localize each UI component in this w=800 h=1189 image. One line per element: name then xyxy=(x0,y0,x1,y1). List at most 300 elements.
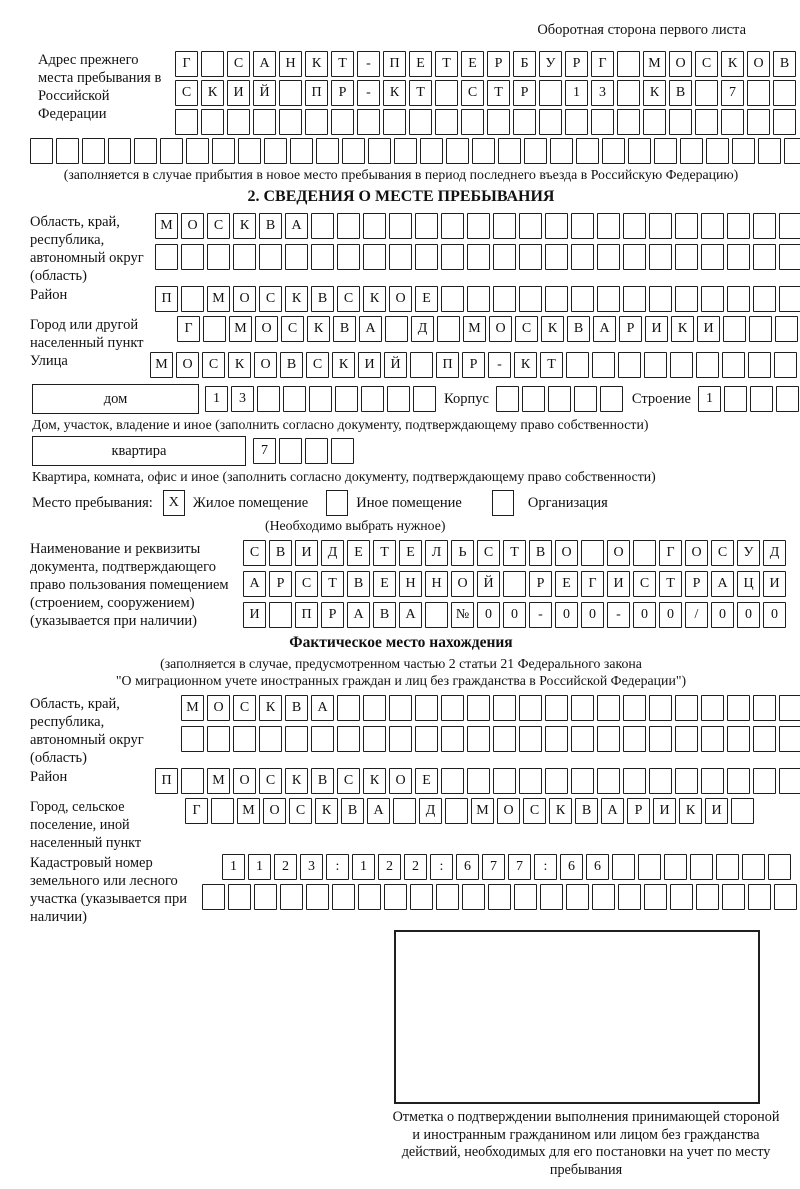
char-cell[interactable]: Й xyxy=(253,80,276,106)
char-cell[interactable] xyxy=(467,286,490,312)
char-cell[interactable] xyxy=(462,884,485,910)
char-cell[interactable] xyxy=(363,695,386,721)
char-cell[interactable]: Й xyxy=(477,571,500,597)
char-cell[interactable] xyxy=(618,352,641,378)
char-cell[interactable]: Р xyxy=(331,80,354,106)
char-cell[interactable] xyxy=(413,386,436,412)
char-cell[interactable]: А xyxy=(253,51,276,77)
char-cell[interactable]: С xyxy=(281,316,304,342)
char-cell[interactable] xyxy=(212,138,235,164)
char-cell[interactable]: К xyxy=(285,768,308,794)
char-cell[interactable] xyxy=(227,109,250,135)
char-cell[interactable] xyxy=(513,109,536,135)
char-cell[interactable] xyxy=(134,138,157,164)
char-cell[interactable]: Е xyxy=(409,51,432,77)
char-cell[interactable] xyxy=(337,726,360,752)
char-cell[interactable]: И xyxy=(295,540,318,566)
char-cell[interactable] xyxy=(385,316,408,342)
char-cell[interactable]: Е xyxy=(373,571,396,597)
char-cell[interactable] xyxy=(207,244,230,270)
char-cell[interactable]: О xyxy=(489,316,512,342)
char-cell[interactable] xyxy=(306,884,329,910)
char-cell[interactable]: 0 xyxy=(711,602,734,628)
char-cell[interactable] xyxy=(784,138,800,164)
char-cell[interactable] xyxy=(445,798,468,824)
char-cell[interactable] xyxy=(571,695,594,721)
char-cell[interactable]: М xyxy=(471,798,494,824)
char-cell[interactable]: Ц xyxy=(737,571,760,597)
char-cell[interactable]: П xyxy=(155,286,178,312)
char-cell[interactable]: Г xyxy=(185,798,208,824)
char-cell[interactable] xyxy=(519,768,542,794)
char-cell[interactable]: 0 xyxy=(763,602,786,628)
char-cell[interactable]: С xyxy=(233,695,256,721)
char-cell[interactable]: 2 xyxy=(274,854,297,880)
char-cell[interactable] xyxy=(675,695,698,721)
char-cell[interactable]: 1 xyxy=(698,386,721,412)
char-cell[interactable]: Д xyxy=(763,540,786,566)
char-cell[interactable]: А xyxy=(359,316,382,342)
char-cell[interactable]: В xyxy=(567,316,590,342)
ulitsa-cells[interactable] xyxy=(150,352,797,378)
char-cell[interactable] xyxy=(623,695,646,721)
char-cell[interactable] xyxy=(597,286,620,312)
char-cell[interactable] xyxy=(361,386,384,412)
char-cell[interactable]: Н xyxy=(279,51,302,77)
char-cell[interactable] xyxy=(409,109,432,135)
prev-address-row-2[interactable] xyxy=(175,80,796,106)
char-cell[interactable] xyxy=(701,726,724,752)
char-cell[interactable]: - xyxy=(529,602,552,628)
char-cell[interactable]: Р xyxy=(269,571,292,597)
char-cell[interactable] xyxy=(592,352,615,378)
kvartira-cells[interactable] xyxy=(253,438,354,464)
char-cell[interactable] xyxy=(410,352,433,378)
char-cell[interactable] xyxy=(522,386,545,412)
char-cell[interactable] xyxy=(732,138,755,164)
char-cell[interactable] xyxy=(238,138,261,164)
char-cell[interactable]: С xyxy=(695,51,718,77)
char-cell[interactable] xyxy=(545,768,568,794)
char-cell[interactable]: А xyxy=(285,213,308,239)
char-cell[interactable] xyxy=(727,768,750,794)
char-cell[interactable] xyxy=(269,602,292,628)
char-cell[interactable] xyxy=(309,386,332,412)
char-cell[interactable]: Р xyxy=(685,571,708,597)
char-cell[interactable] xyxy=(290,138,313,164)
char-cell[interactable]: К xyxy=(549,798,572,824)
char-cell[interactable]: - xyxy=(357,51,380,77)
char-cell[interactable] xyxy=(264,138,287,164)
char-cell[interactable] xyxy=(581,540,604,566)
char-cell[interactable]: 3 xyxy=(300,854,323,880)
char-cell[interactable] xyxy=(437,316,460,342)
char-cell[interactable] xyxy=(597,726,620,752)
char-cell[interactable]: О xyxy=(607,540,630,566)
char-cell[interactable]: 0 xyxy=(659,602,682,628)
char-cell[interactable] xyxy=(514,884,537,910)
char-cell[interactable] xyxy=(425,602,448,628)
char-cell[interactable]: 6 xyxy=(560,854,583,880)
char-cell[interactable]: С xyxy=(175,80,198,106)
char-cell[interactable]: В xyxy=(285,695,308,721)
char-cell[interactable]: В xyxy=(280,352,303,378)
char-cell[interactable] xyxy=(571,286,594,312)
char-cell[interactable] xyxy=(207,726,230,752)
char-cell[interactable] xyxy=(259,244,282,270)
char-cell[interactable] xyxy=(358,884,381,910)
char-cell[interactable] xyxy=(233,726,256,752)
char-cell[interactable] xyxy=(550,138,573,164)
char-cell[interactable] xyxy=(441,244,464,270)
char-cell[interactable] xyxy=(773,80,796,106)
char-cell[interactable]: О xyxy=(181,213,204,239)
char-cell[interactable]: П xyxy=(295,602,318,628)
char-cell[interactable] xyxy=(565,109,588,135)
char-cell[interactable]: О xyxy=(747,51,770,77)
char-cell[interactable] xyxy=(748,352,771,378)
char-cell[interactable] xyxy=(285,244,308,270)
char-cell[interactable]: С xyxy=(711,540,734,566)
char-cell[interactable]: Т xyxy=(321,571,344,597)
char-cell[interactable]: Т xyxy=(659,571,682,597)
char-cell[interactable]: 0 xyxy=(503,602,526,628)
char-cell[interactable] xyxy=(649,768,672,794)
char-cell[interactable]: В xyxy=(575,798,598,824)
char-cell[interactable] xyxy=(633,540,656,566)
char-cell[interactable] xyxy=(467,726,490,752)
char-cell[interactable] xyxy=(435,109,458,135)
char-cell[interactable] xyxy=(675,244,698,270)
char-cell[interactable]: С xyxy=(306,352,329,378)
char-cell[interactable] xyxy=(571,726,594,752)
char-cell[interactable]: И xyxy=(607,571,630,597)
char-cell[interactable]: В xyxy=(259,213,282,239)
char-cell[interactable] xyxy=(623,726,646,752)
char-cell[interactable] xyxy=(768,854,791,880)
char-cell[interactable]: / xyxy=(685,602,708,628)
char-cell[interactable] xyxy=(774,352,797,378)
char-cell[interactable]: К xyxy=(514,352,537,378)
char-cell[interactable] xyxy=(566,352,589,378)
char-cell[interactable] xyxy=(415,213,438,239)
char-cell[interactable] xyxy=(487,109,510,135)
char-cell[interactable] xyxy=(203,316,226,342)
char-cell[interactable]: Р xyxy=(321,602,344,628)
char-cell[interactable]: 7 xyxy=(721,80,744,106)
char-cell[interactable]: К xyxy=(541,316,564,342)
char-cell[interactable] xyxy=(519,695,542,721)
char-cell[interactable] xyxy=(503,571,526,597)
char-cell[interactable]: Т xyxy=(487,80,510,106)
char-cell[interactable] xyxy=(363,726,386,752)
char-cell[interactable]: В xyxy=(341,798,364,824)
char-cell[interactable]: М xyxy=(207,768,230,794)
char-cell[interactable]: В xyxy=(373,602,396,628)
char-cell[interactable] xyxy=(186,138,209,164)
char-cell[interactable] xyxy=(524,138,547,164)
char-cell[interactable] xyxy=(602,138,625,164)
char-cell[interactable]: Е xyxy=(399,540,422,566)
char-cell[interactable]: И xyxy=(645,316,668,342)
char-cell[interactable] xyxy=(337,244,360,270)
oblast-cells-1[interactable] xyxy=(155,213,800,239)
char-cell[interactable] xyxy=(389,244,412,270)
char-cell[interactable] xyxy=(617,51,640,77)
char-cell[interactable] xyxy=(675,726,698,752)
char-cell[interactable] xyxy=(383,109,406,135)
char-cell[interactable]: Л xyxy=(425,540,448,566)
char-cell[interactable] xyxy=(311,244,334,270)
char-cell[interactable]: 0 xyxy=(581,602,604,628)
char-cell[interactable]: С xyxy=(477,540,500,566)
char-cell[interactable]: А xyxy=(367,798,390,824)
char-cell[interactable]: М xyxy=(237,798,260,824)
char-cell[interactable] xyxy=(316,138,339,164)
char-cell[interactable] xyxy=(441,213,464,239)
char-cell[interactable]: 7 xyxy=(253,438,276,464)
char-cell[interactable] xyxy=(545,286,568,312)
char-cell[interactable] xyxy=(342,138,365,164)
char-cell[interactable]: Р xyxy=(565,51,588,77)
char-cell[interactable] xyxy=(638,854,661,880)
char-cell[interactable] xyxy=(257,386,280,412)
char-cell[interactable] xyxy=(643,109,666,135)
char-cell[interactable] xyxy=(108,138,131,164)
char-cell[interactable]: В xyxy=(529,540,552,566)
char-cell[interactable]: М xyxy=(643,51,666,77)
char-cell[interactable] xyxy=(415,695,438,721)
char-cell[interactable] xyxy=(259,726,282,752)
char-cell[interactable] xyxy=(201,51,224,77)
char-cell[interactable]: О xyxy=(263,798,286,824)
char-cell[interactable] xyxy=(498,138,521,164)
char-cell[interactable] xyxy=(779,286,800,312)
char-cell[interactable]: Т xyxy=(503,540,526,566)
char-cell[interactable]: П xyxy=(383,51,406,77)
char-cell[interactable] xyxy=(617,80,640,106)
char-cell[interactable]: 3 xyxy=(591,80,614,106)
char-cell[interactable]: И xyxy=(653,798,676,824)
char-cell[interactable] xyxy=(545,695,568,721)
char-cell[interactable] xyxy=(441,695,464,721)
char-cell[interactable] xyxy=(750,386,773,412)
char-cell[interactable] xyxy=(597,213,620,239)
char-cell[interactable]: А xyxy=(601,798,624,824)
char-cell[interactable]: К xyxy=(285,286,308,312)
char-cell[interactable]: Т xyxy=(373,540,396,566)
char-cell[interactable] xyxy=(773,109,796,135)
char-cell[interactable] xyxy=(617,109,640,135)
char-cell[interactable]: Н xyxy=(425,571,448,597)
char-cell[interactable]: С xyxy=(202,352,225,378)
char-cell[interactable]: Р xyxy=(487,51,510,77)
char-cell[interactable] xyxy=(493,768,516,794)
char-cell[interactable] xyxy=(670,352,693,378)
char-cell[interactable]: Р xyxy=(529,571,552,597)
char-cell[interactable] xyxy=(644,884,667,910)
char-cell[interactable]: 2 xyxy=(378,854,401,880)
char-cell[interactable] xyxy=(202,884,225,910)
char-cell[interactable]: Г xyxy=(581,571,604,597)
char-cell[interactable] xyxy=(592,884,615,910)
char-cell[interactable] xyxy=(389,726,412,752)
char-cell[interactable]: О xyxy=(176,352,199,378)
char-cell[interactable]: Е xyxy=(461,51,484,77)
char-cell[interactable] xyxy=(696,884,719,910)
char-cell[interactable]: У xyxy=(737,540,760,566)
char-cell[interactable]: С xyxy=(461,80,484,106)
char-cell[interactable] xyxy=(305,109,328,135)
char-cell[interactable] xyxy=(701,244,724,270)
document-cells-2[interactable] xyxy=(243,571,786,597)
char-cell[interactable]: - xyxy=(607,602,630,628)
char-cell[interactable]: И xyxy=(358,352,381,378)
char-cell[interactable] xyxy=(519,726,542,752)
char-cell[interactable]: Й xyxy=(384,352,407,378)
char-cell[interactable]: Р xyxy=(619,316,642,342)
char-cell[interactable]: И xyxy=(763,571,786,597)
char-cell[interactable] xyxy=(722,352,745,378)
char-cell[interactable]: И xyxy=(705,798,728,824)
char-cell[interactable]: Е xyxy=(415,286,438,312)
char-cell[interactable] xyxy=(493,726,516,752)
char-cell[interactable] xyxy=(753,726,776,752)
char-cell[interactable]: С xyxy=(295,571,318,597)
char-cell[interactable]: С xyxy=(523,798,546,824)
char-cell[interactable] xyxy=(181,768,204,794)
char-cell[interactable] xyxy=(623,286,646,312)
char-cell[interactable] xyxy=(311,213,334,239)
char-cell[interactable]: О xyxy=(389,286,412,312)
char-cell[interactable]: : xyxy=(326,854,349,880)
char-cell[interactable]: О xyxy=(555,540,578,566)
char-cell[interactable]: О xyxy=(497,798,520,824)
char-cell[interactable] xyxy=(394,138,417,164)
char-cell[interactable] xyxy=(675,213,698,239)
fact-rayon-cells[interactable] xyxy=(155,768,800,794)
kadastr-cells-2[interactable] xyxy=(202,884,797,910)
char-cell[interactable]: О xyxy=(233,768,256,794)
char-cell[interactable] xyxy=(706,138,729,164)
char-cell[interactable] xyxy=(363,244,386,270)
char-cell[interactable] xyxy=(753,213,776,239)
char-cell[interactable] xyxy=(201,109,224,135)
char-cell[interactable]: К xyxy=(228,352,251,378)
char-cell[interactable]: К xyxy=(383,80,406,106)
char-cell[interactable]: К xyxy=(259,695,282,721)
char-cell[interactable] xyxy=(571,213,594,239)
char-cell[interactable] xyxy=(774,884,797,910)
char-cell[interactable] xyxy=(776,386,799,412)
char-cell[interactable] xyxy=(461,109,484,135)
char-cell[interactable] xyxy=(539,80,562,106)
fact-oblast-cells-2[interactable] xyxy=(181,726,800,752)
char-cell[interactable] xyxy=(337,213,360,239)
char-cell[interactable] xyxy=(331,109,354,135)
char-cell[interactable] xyxy=(279,80,302,106)
char-cell[interactable]: И xyxy=(243,602,266,628)
char-cell[interactable] xyxy=(675,286,698,312)
char-cell[interactable] xyxy=(695,109,718,135)
char-cell[interactable]: П xyxy=(305,80,328,106)
char-cell[interactable]: Г xyxy=(591,51,614,77)
char-cell[interactable] xyxy=(331,438,354,464)
char-cell[interactable]: 1 xyxy=(222,854,245,880)
char-cell[interactable]: М xyxy=(181,695,204,721)
char-cell[interactable]: В xyxy=(669,80,692,106)
char-cell[interactable]: С xyxy=(289,798,312,824)
char-cell[interactable]: О xyxy=(254,352,277,378)
char-cell[interactable] xyxy=(654,138,677,164)
char-cell[interactable] xyxy=(332,884,355,910)
char-cell[interactable]: А xyxy=(593,316,616,342)
char-cell[interactable] xyxy=(279,438,302,464)
char-cell[interactable]: : xyxy=(534,854,557,880)
char-cell[interactable] xyxy=(389,213,412,239)
char-cell[interactable]: Т xyxy=(435,51,458,77)
char-cell[interactable] xyxy=(753,286,776,312)
char-cell[interactable] xyxy=(467,768,490,794)
char-cell[interactable]: К xyxy=(315,798,338,824)
fact-oblast-cells-1[interactable] xyxy=(181,695,800,721)
char-cell[interactable]: 0 xyxy=(737,602,760,628)
char-cell[interactable]: В xyxy=(347,571,370,597)
char-cell[interactable] xyxy=(727,726,750,752)
char-cell[interactable] xyxy=(775,316,798,342)
char-cell[interactable] xyxy=(749,316,772,342)
char-cell[interactable] xyxy=(779,213,800,239)
char-cell[interactable]: С xyxy=(515,316,538,342)
char-cell[interactable] xyxy=(493,244,516,270)
char-cell[interactable] xyxy=(335,386,358,412)
char-cell[interactable] xyxy=(597,695,620,721)
checkbox-inoe[interactable] xyxy=(326,490,348,516)
char-cell[interactable]: Т xyxy=(331,51,354,77)
char-cell[interactable]: Г xyxy=(175,51,198,77)
char-cell[interactable] xyxy=(496,386,519,412)
char-cell[interactable]: Г xyxy=(659,540,682,566)
char-cell[interactable]: 1 xyxy=(205,386,228,412)
char-cell[interactable]: 3 xyxy=(231,386,254,412)
char-cell[interactable]: К xyxy=(643,80,666,106)
char-cell[interactable] xyxy=(233,244,256,270)
char-cell[interactable]: К xyxy=(679,798,702,824)
stroenie-cells[interactable] xyxy=(698,386,799,412)
char-cell[interactable] xyxy=(649,726,672,752)
char-cell[interactable]: - xyxy=(357,80,380,106)
char-cell[interactable] xyxy=(747,80,770,106)
char-cell[interactable]: М xyxy=(463,316,486,342)
char-cell[interactable] xyxy=(280,884,303,910)
char-cell[interactable]: 1 xyxy=(565,80,588,106)
char-cell[interactable]: С xyxy=(633,571,656,597)
char-cell[interactable] xyxy=(540,884,563,910)
char-cell[interactable] xyxy=(467,695,490,721)
char-cell[interactable] xyxy=(571,768,594,794)
char-cell[interactable] xyxy=(181,726,204,752)
char-cell[interactable]: Р xyxy=(462,352,485,378)
char-cell[interactable]: Р xyxy=(627,798,650,824)
char-cell[interactable]: В xyxy=(269,540,292,566)
char-cell[interactable]: 2 xyxy=(404,854,427,880)
char-cell[interactable]: Е xyxy=(415,768,438,794)
char-cell[interactable]: О xyxy=(685,540,708,566)
char-cell[interactable]: К xyxy=(307,316,330,342)
char-cell[interactable]: С xyxy=(243,540,266,566)
char-cell[interactable]: А xyxy=(347,602,370,628)
char-cell[interactable] xyxy=(753,695,776,721)
